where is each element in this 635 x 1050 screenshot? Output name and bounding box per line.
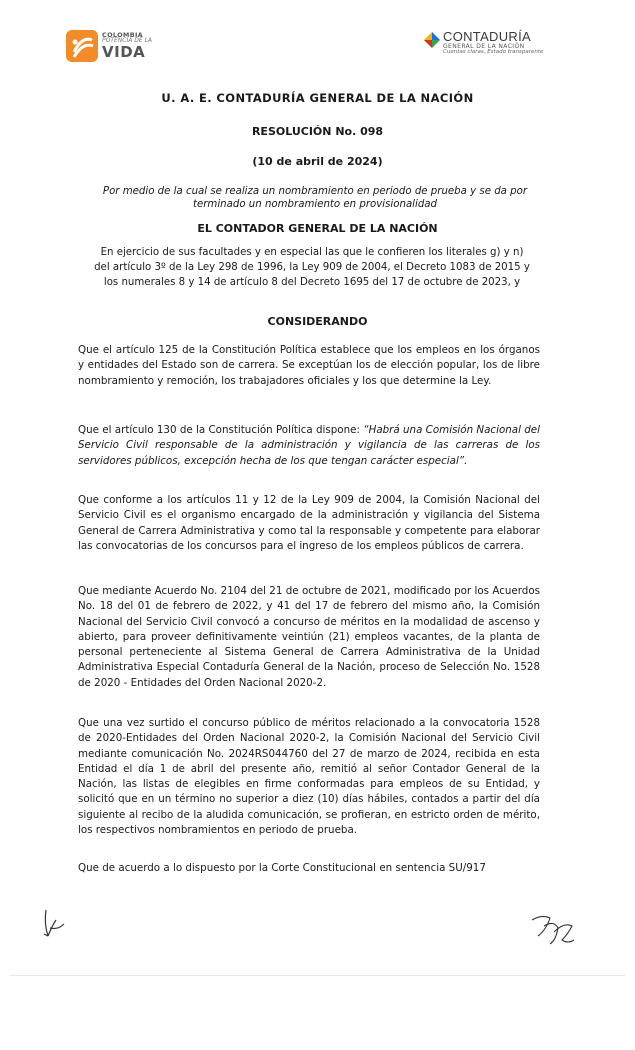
scan-fold-line — [10, 975, 625, 976]
contaduria-diamond-icon — [424, 32, 440, 48]
logo-left-line2: POTENCIA DE LA — [102, 37, 153, 45]
authority-heading: EL CONTADOR GENERAL DE LA NACIÓN — [197, 222, 438, 235]
handwritten-initials-left — [40, 906, 70, 946]
resolution-number: RESOLUCIÓN No. 098 — [251, 125, 384, 138]
preamble: En ejercicio de sus facultades y en especial las que le confieren los literales g) y n) del artículo 3º de la Ley 298 de 1996, la Ley 909 de 2004, el Decreto 1083 de 2015 y los numerales 8 y 14 de artículo 8 del Decreto 1695 del 17 de octubre de 2023, y — [94, 247, 530, 289]
paragraph-2-intro: Que el artículo 130 de la Constitución Política dispone: — [78, 424, 364, 436]
paragraph-6: Que de acuerdo a lo dispuesto por la Corte Constitucional en sentencia SU/917 — [78, 862, 486, 874]
logo-left-line3: VIDA — [102, 43, 146, 62]
paragraph-1: Que el artículo 125 de la Constitución Política establece que los empleos en los órganos y entidades del Estado son de carrera. Se exceptúan los de elección popular, los de libre nombramiento y remoción, los trabajadores oficiales y los que determine la Ley. — [78, 344, 540, 387]
paragraph-3: Que conforme a los artículos 11 y 12 de la Ley 909 de 2004, la Comisión Nacional del Servicio Civil es el organismo encargado de la administración y vigilancia del Sistema General de Carrera Administrativa y como tal la responsable y competente para elaborar las convocatorias de los concursos para el ingreso de los empleos públicos de carrera. — [78, 494, 540, 552]
paragraph-5: Que una vez surtido el concurso público de méritos relacionado a la convocatoria 1528 de 2020-Entidades del Orden Nacional 2020-2, la Comisión Nacional del Servicio Civil mediante comunicación No. 2024RS044760 del 27 de marzo de 2024, recibida en esta Entidad el día 1 de abril del presente año, remitió al señor Contador General de la Nación, las listas de elegibles en firme conformadas para empleos de su Entidad, y solicitó que en un término no superior a diez (10) días hábiles, contados a partir del día siguiente al recibo de la aludida comunicación, se profieran, en estricto orden de mérito, los respectivos nombramientos en periodo de prueba. — [78, 717, 540, 837]
entity-title: U. A. E. CONTADURÍA GENERAL DE LA NACIÓN — [161, 91, 474, 105]
paragraph-2 — [78, 423, 540, 469]
handwritten-signature-right — [528, 910, 578, 954]
resolution-subject: Por medio de la cual se realiza un nombramiento en periodo de prueba y se da por terminado un nombramiento en provisionalidad — [102, 186, 528, 210]
resolution-date: (10 de abril de 2024) — [252, 155, 383, 168]
paragraph-4: Que mediante Acuerdo No. 2104 del 21 de octubre de 2021, modificado por los Acuerdos No. 18 del 01 de febrero de 2022, y 41 del 17 de febrero del mismo año, la Comisión Nacional del Servicio Civil convocó a concurso de méritos en la modalidad de ascenso y abierto, para proveer definitivamente veintiún (21) empleos vacantes, de la planta de personal perteneciente al Sistema General de Carrera Administrativa de la Unidad Administrativa Especial Contaduría General de la Nación, proceso de Selección No. 1528 de 2020 - Entidades del Orden Nacional 2020-2. — [78, 585, 540, 689]
colombia-logo-icon — [66, 30, 98, 62]
logo-left-line1: COLOMBIA — [102, 30, 144, 39]
logo-right-line3: Cuentas claras, Estado transparente — [443, 48, 544, 55]
contaduria-logo — [424, 30, 543, 56]
paragraph-2-quote: “Habrá una Comisión Nacional del Servicio Civil responsable de la administración y vigilancia de las carreras de los servidores públicos, excepción hecha de los que tengan carácter especial”. — [78, 424, 540, 467]
logo-right-line1: CONTADURÍA — [443, 29, 531, 44]
colombia-potencia-logo — [66, 30, 152, 62]
logo-right-line2: GENERAL DE LA NACIÓN — [443, 42, 525, 50]
considering-heading: CONSIDERANDO — [267, 315, 368, 328]
